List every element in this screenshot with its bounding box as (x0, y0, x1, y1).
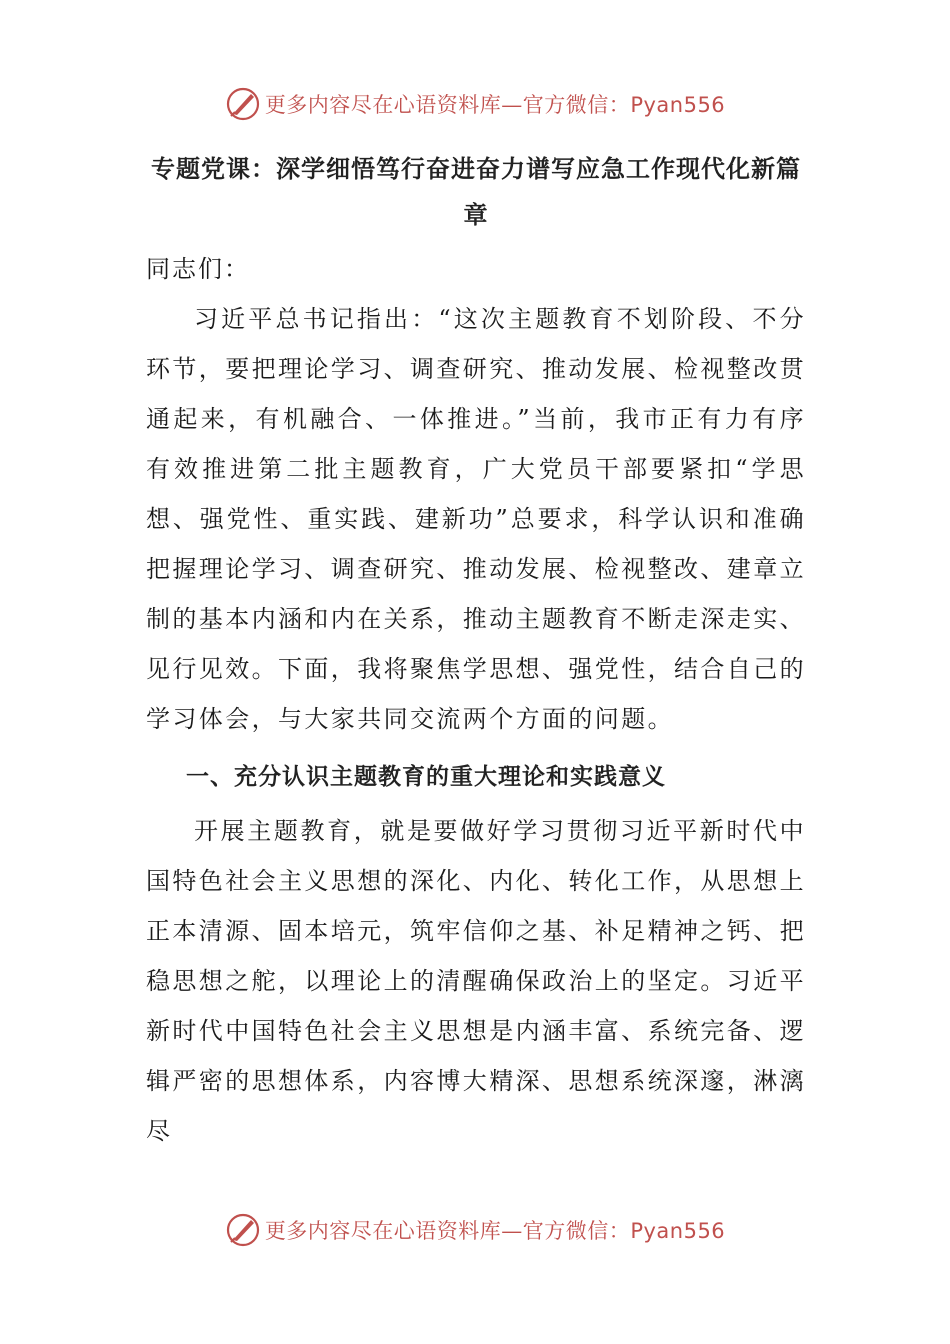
greeting: 同志们： (146, 255, 250, 283)
banner-text-cn: 更多内容尽在心语资料库—官方微信： (264, 1219, 631, 1243)
banner-text (265, 1215, 725, 1245)
paragraph-intro: 习近平总书记指出：“这次主题教育不划阶段、不分环节，要把理论学习、调查研究、推动发展、检视整改贯通起来，有机融合、一体推进。”当前，我市正有力有序有效推进第二批主题教育，广大党员干部要紧扣“学思想、强党性、重实践、建新功”总要求，科学认识和准确把握理论学习、调查研究、推动发展、检视整改、建章立制的基本内涵和内在关系，推动主题教育不断走深走实、见行见效。下面，我将聚焦学思想、强党性，结合自己的学习体会，与大家共同交流两个方面的问题。 (146, 305, 806, 733)
section-heading-1: 一、充分认识主题教育的重大理论和实践意义 (186, 764, 666, 790)
header-banner (0, 84, 950, 124)
banner-text-cn: 更多内容尽在心语资料库—官方微信： (264, 93, 631, 117)
banner-wechat-id: Pyan556 (630, 1219, 726, 1243)
quill-pen-logo-icon (225, 1212, 261, 1248)
banner-text (265, 89, 725, 119)
document-body (146, 146, 806, 1145)
quill-pen-logo-icon (225, 86, 261, 122)
paragraph-section-1: 开展主题教育，就是要做好学习贯彻习近平新时代中国特色社会主义思想的深化、内化、转化工作，从思想上正本清源、固本培元，筑牢信仰之基、补足精神之钙、把稳思想之舵，以理论上的清醒确保政治上的坚定。习近平新时代中国特色社会主义思想是内涵丰富、系统完备、逻辑严密的思想体系，内容博大精深、思想系统深邃，淋漓尽 (146, 817, 806, 1145)
document-title: 专题党课：深学细悟笃行奋进奋力谱写应急工作现代化新篇章 (151, 155, 801, 229)
footer-banner (0, 1210, 950, 1250)
banner-wechat-id: Pyan556 (630, 93, 726, 117)
